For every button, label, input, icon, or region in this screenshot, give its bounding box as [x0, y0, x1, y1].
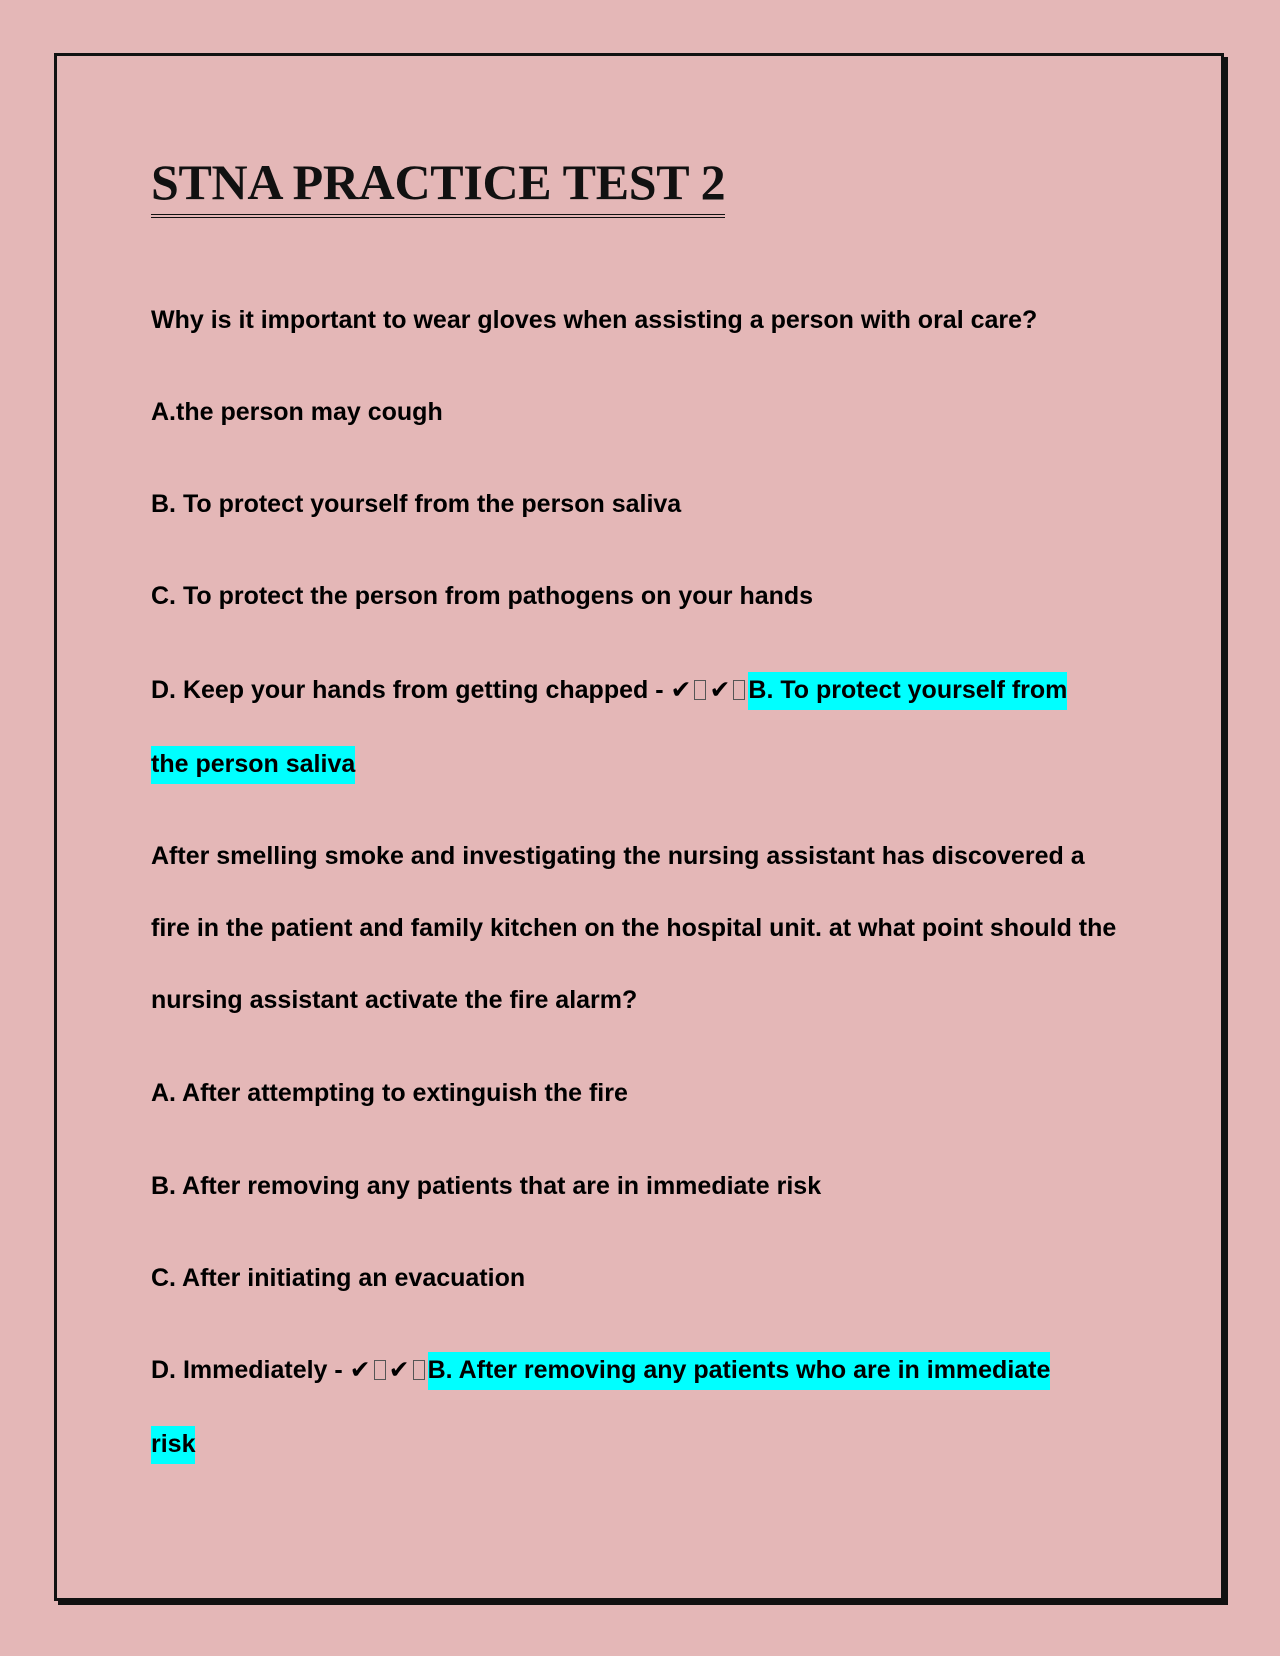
document-body	[151, 150, 1116, 218]
question-1-option-d-with-answer	[151, 654, 1116, 726]
question-1-answer-line-1: B. To protect yourself from	[748, 672, 1067, 710]
question-2-answer-continuation	[151, 1408, 1116, 1480]
question-1-option-a: A.the person may cough	[151, 398, 443, 426]
question-2-option-a: A. After attempting to extinguish the fire	[151, 1079, 628, 1107]
question-1-text: Why is it important to wear gloves when assisting a person with oral care?	[151, 306, 1038, 334]
question-2-answer-line-2: risk	[151, 1426, 195, 1464]
question-2-option-d: D. Immediately -	[151, 1356, 350, 1384]
question-2-option-b: B. After removing any patients that are in immediate risk	[151, 1172, 822, 1200]
missing-glyph-box-icon	[413, 1360, 425, 1380]
missing-glyph-box-icon	[694, 680, 706, 700]
check-mark-icon: ✔	[349, 1355, 371, 1384]
page-title: STNA PRACTICE TEST 2	[151, 150, 725, 218]
missing-glyph-box-icon	[733, 680, 745, 700]
question-2-answer-line-1: B. After removing any patients who are in immediate	[428, 1352, 1051, 1390]
question-1-answer-line-2: the person saliva	[151, 746, 355, 784]
check-mark-icon: ✔	[670, 675, 692, 704]
check-mark-icon: ✔	[388, 1355, 410, 1384]
question-1-option-d: D. Keep your hands from getting chapped -	[151, 676, 671, 704]
question-1-option-b: B. To protect yourself from the person saliva	[151, 490, 682, 518]
question-1-option-c: C. To protect the person from pathogens on your hands	[151, 582, 814, 610]
question-2-text: After smelling smoke and investigating the nursing assistant has discovered a fire in the patient and family kitchen on the hospital unit. at what point should the nursing assistant activate the fire alarm?	[151, 842, 1117, 1014]
question-2-option-c: C. After initiating an evacuation	[151, 1264, 526, 1292]
question-2-option-d-with-answer	[151, 1334, 1116, 1406]
question-1-answer-continuation	[151, 728, 1116, 800]
missing-glyph-box-icon	[374, 1360, 386, 1380]
check-mark-icon: ✔	[709, 675, 731, 704]
